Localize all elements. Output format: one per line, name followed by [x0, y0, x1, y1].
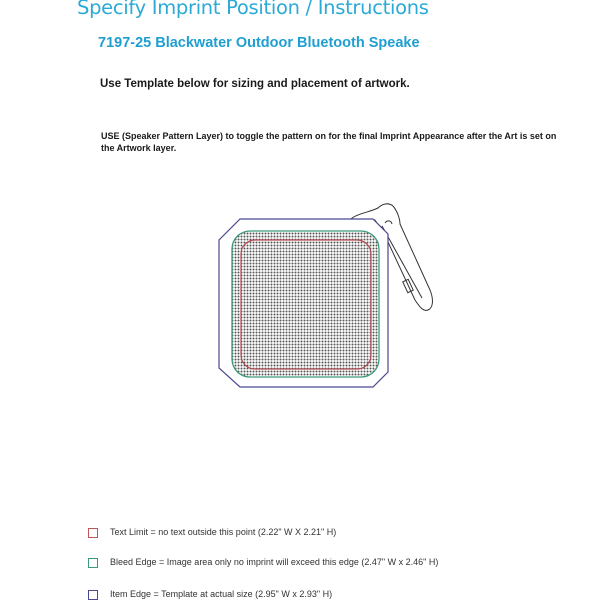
instruction-primary: Use Template below for sizing and placement of artwork. — [100, 78, 410, 90]
legend-label: Bleed Edge = Image area only no imprint will exceed this edge (2.47" W x 2.46" H) — [110, 557, 439, 567]
imprint-template-drawing — [210, 190, 460, 405]
item-edge-swatch-icon — [88, 590, 98, 600]
legend-label: Item Edge = Template at actual size (2.95" W x 2.93" H) — [110, 589, 333, 599]
instruction-secondary: USE (Speaker Pattern Layer) to toggle the pattern on for the final Imprint Appearance after the Art is set on the Artwork layer. — [101, 131, 557, 153]
bleed-edge-swatch-icon — [88, 558, 98, 568]
product-title: 7197-25 Blackwater Outdoor Bluetooth Speake — [98, 35, 420, 51]
legend-label: Text Limit = no text outside this point (2.22" W X 2.21" H) — [110, 527, 337, 537]
page-title: Specify Imprint Position / Instructions — [77, 0, 429, 19]
bleed-edge-area — [232, 231, 379, 377]
text-limit-swatch-icon — [88, 528, 98, 538]
